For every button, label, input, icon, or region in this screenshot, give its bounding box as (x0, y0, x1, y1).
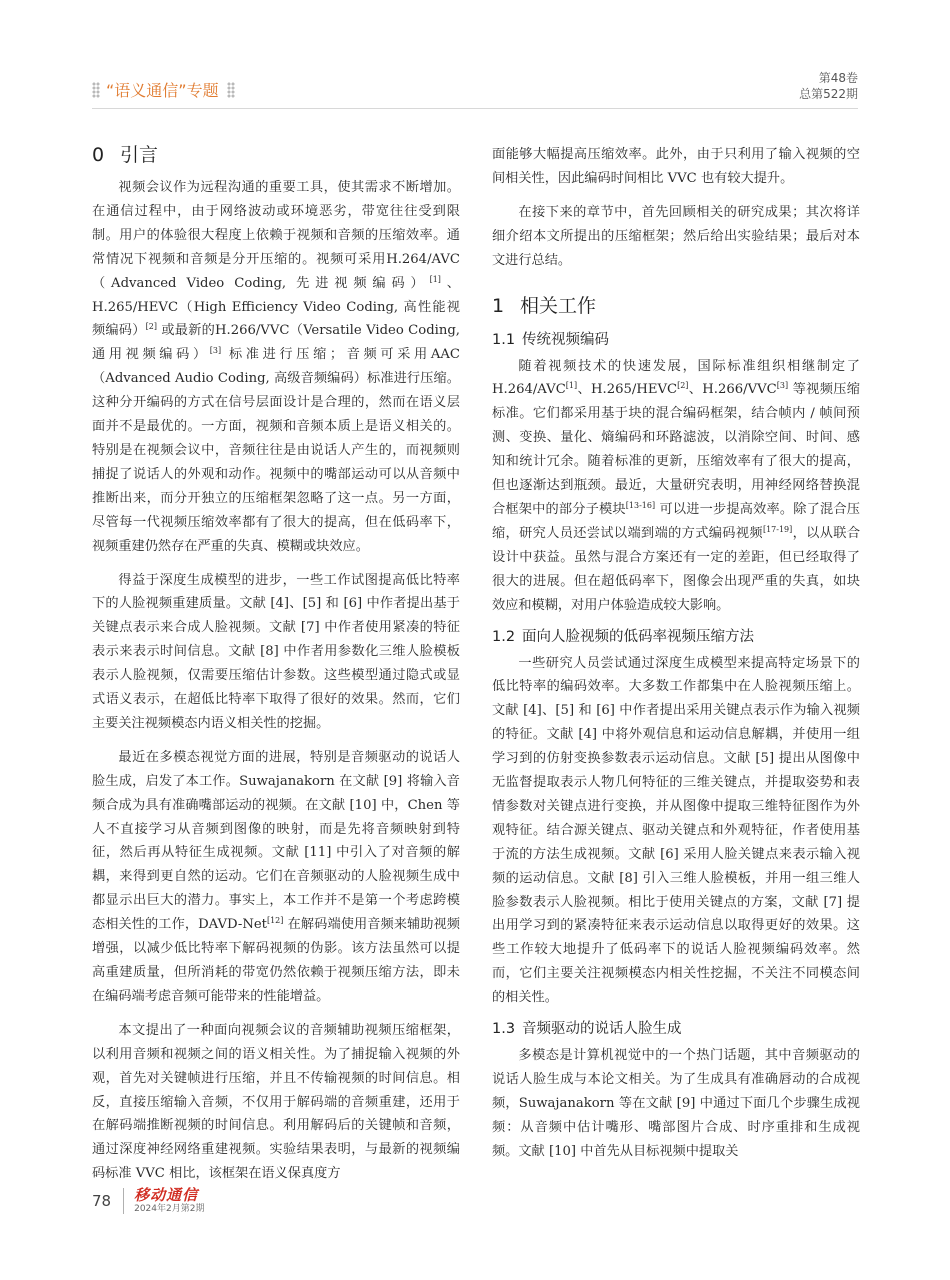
paragraph: 面能够大幅提高压缩效率。此外，由于只利用了输入视频的空间相关性，因此编码时间相比 VVC 也有较大提升。 (492, 147, 860, 186)
issue-date: 2024年2月第2期 (134, 1204, 205, 1214)
section-title: 引言 (120, 144, 159, 166)
citation: [2] (677, 381, 689, 391)
citation: [3] (776, 381, 789, 391)
subsection-title: 音频驱动的说话人脸生成 (522, 1021, 682, 1038)
paragraph: 本文提出了一种面向视频会议的音频辅助视频压缩框架，以利用音频和视频之间的语义相关性。为了捕捉输入视频的外观，首先对关键帧进行压缩，并且不传输视频的时间信息。相反，直接压缩输入音频，不仅用于解码端的音频重建，还用于在解码端推断视频的时间信息。利用解码后的关键帧和音频，通过深度神经网络重建视频。实验结果表明，与最新的视频编码标准 VVC 相比，该框架在语义保真度方 (92, 1022, 460, 1182)
subsection-heading-1-1 (492, 327, 860, 353)
section-heading-1 (492, 291, 860, 321)
paragraph: 随着视频技术的快速发展，国际标准组织相继制定了 H.264/AVC[1]、H.265/HEVC[2]、H.266/VVC[3] 等视频压缩标准。它们都采用基于块的混合编码框架，结合帧内 / 帧间预测、变换、量化、熵编码和环路滤波，以消除空间、时间、感知和统计冗余。随着标准的更新，压缩效率有了很大的提高，但也逐渐达到瓶颈。最近，大量研究表明，用神经网络替换混合框架中的部分子模块[13-16] 可以进一步提高效率。除了混合压缩，研究人员还尝试以端到端的方式编码视频[17-19]，以从联合设计中获益。虽然与混合方案还有一定的差距，但已经取得了很大的进展。但在超低码率下，图像会出现严重的失真，如块效应和模糊，对用户体验造成较大影响。 (492, 358, 861, 613)
subsection-title: 传统视频编码 (522, 331, 609, 348)
footer-divider (123, 1188, 124, 1214)
paragraph: 得益于深度生成模型的进步，一些工作试图提高低比特率下的人脸视频重建质量。文献 [4]、[5] 和 [6] 中作者提出基于关键点表示来合成人脸视频。文献 [7] 中作者使用紧凑的特征表示来表示时间信息。文献 [8] 中作者用参数化三维人脸模板表示人脸视频，仅需要压缩估计参数。这些模型通过隐式或显式语义表示，在超低比特率下取得了很好的效果。然而，它们主要关注视频模态内语义相关性的挖掘。 (92, 572, 460, 731)
running-header (92, 64, 858, 109)
paragraph: 一些研究人员尝试通过深度生成模型来提高特定场景下的低比特率的编码效率。大多数工作都集中在人脸视频压缩上。文献 [4]、[5] 和 [6] 中作者提出采用关键点表示作为输入视频的特征。文献 [4] 中将外观信息和运动信息解耦，并使用一组学习到的仿射变换参数表示运动信息。文献 [5] 提出从图像中无监督提取表示人物几何特征的三维关键点，并提取姿势和表情参数对关键点进行变换，并从图像中提取三维特征图作为外观特征。结合源关键点、驱动关键点和外观特征，作者使用基于流的方法生成视频。文献 [6] 采用人脸关键点来表示输入视频的运动信息。文献 [8] 引入三维人脸模板，并用一组三维人脸参数表示人脸视频。相比于使用关键点的方案，文献 [7] 提出用学习到的紧凑特征来表示运动信息以取得更好的效果。这些工作较大地提升了低码率下的说话人脸视频编码效率。然而，它们主要关注视频模态内相关性挖掘，不关注不同模态间的相关性。 (492, 655, 860, 1006)
special-topic-label (92, 78, 235, 101)
citation: [13-16] (625, 500, 656, 510)
citation: [1] (429, 274, 441, 284)
journal-name: 移动通信 (134, 1186, 199, 1204)
subsection-number: 1.2 (492, 628, 516, 645)
paragraph: 视频会议作为远程沟通的重要工具，使其需求不断增加。在通信过程中，由于网络波动或环境恶劣，带宽往往受到限制。用户的体验很大程度上依赖于视频和音频的压缩效率。通常情况下视频和音频是分开压缩的。视频可采用H.264/AVC（Advanced Video Coding, 先进视频编码）[1]、H.265/HEVC（High Efficiency Video Coding, 高性能视频编码）[2] 或最新的H.266/VVC（Versatile Video Coding, 通用视频编码）[3] 标准进行压缩；音频可采用AAC（Advanced Audio Coding, 高级音频编码）标准进行压缩。这种分开编码的方式在信号层面设计是合理的，然而在语义层面并不是最优的。一方面，视频和音频本质上是语义相关的。特别是在视频会议中，音频往往是由说话人产生的，而视频则捕捉了说话人的外观和动作。视频中的嘴部运动可以从音频中推断出来，而分开独立的压缩框架忽略了这一点。另一方面，尽管每一代视频压缩效率都有了很大的提高，但在低码率下，视频重建仍然存在严重的失真、模糊或块效应。 (92, 180, 460, 554)
citation: [2] (145, 322, 157, 332)
citation: [12] (266, 916, 284, 926)
citation: [3] (209, 346, 222, 356)
subsection-heading-1-2 (492, 624, 860, 650)
volume-number: 第48卷 (818, 71, 858, 85)
dots-icon (92, 82, 100, 98)
citation: [1] (565, 381, 578, 391)
paragraph: 多模态是计算机视觉中的一个热门话题，其中音频驱动的说话人脸生成与本论文相关。为了生成具有准确唇动的合成视频，Suwajanakorn 等在文献 [9] 中通过下面几个步骤生成视频：从音频中估计嘴形、嘴部图片合成、时序重排和生成视频。文献 [10] 中首先从目标视频中提取关 (492, 1048, 860, 1159)
citation: [17-19] (762, 524, 793, 534)
left-column (92, 140, 460, 1186)
page-footer (92, 1186, 204, 1216)
subsection-number: 1.3 (492, 1021, 516, 1038)
total-issue-number: 总第522期 (799, 87, 858, 101)
subsection-number: 1.1 (492, 331, 516, 348)
journal-logo (134, 1187, 204, 1215)
special-topic-text: “语义通信”专题 (106, 81, 219, 100)
section-title: 相关工作 (520, 294, 597, 317)
subsection-title: 面向人脸视频的低码率视频压缩方法 (522, 628, 754, 645)
section-number: 1 (492, 294, 505, 317)
section-number: 0 (92, 144, 105, 166)
subsection-heading-1-3 (492, 1016, 860, 1042)
paragraph: 在接下来的章节中，首先回顾相关的研究成果；其次将详细介绍本文所提出的压缩框架；然后给出实验结果；最后对本文进行总结。 (492, 204, 860, 268)
right-column (492, 143, 860, 1164)
section-heading-0 (92, 140, 460, 170)
volume-info (799, 70, 858, 102)
page-number: 78 (92, 1192, 112, 1210)
dots-icon (227, 82, 235, 98)
paragraph: 最近在多模态视觉方面的进展，特别是音频驱动的说话人脸生成，启发了本工作。Suwajanakorn 在文献 [9] 将输入音频合成为具有准确嘴部运动的视频。在文献 [10] 中，Chen 等人不直接学习从音频到图像的映射，而是先将音频映射到特征，然后再从特征生成视频。文献 [11] 中引入了对音频的解耦，来得到更自然的运动。它们在音频驱动的人脸视频生成中都显示出巨大的潜力。事实上，本工作并不是第一个考虑跨模态相关性的工作，DAVD-Net[12] 在解码端使用音频来辅助视频增强，以减少低比特率下解码视频的伪影。该方法虽然可以提高重建质量，但所消耗的带宽仍然依赖于视频压缩方法，即未在编码端考虑音频可能带来的性能增益。 (92, 749, 460, 1004)
